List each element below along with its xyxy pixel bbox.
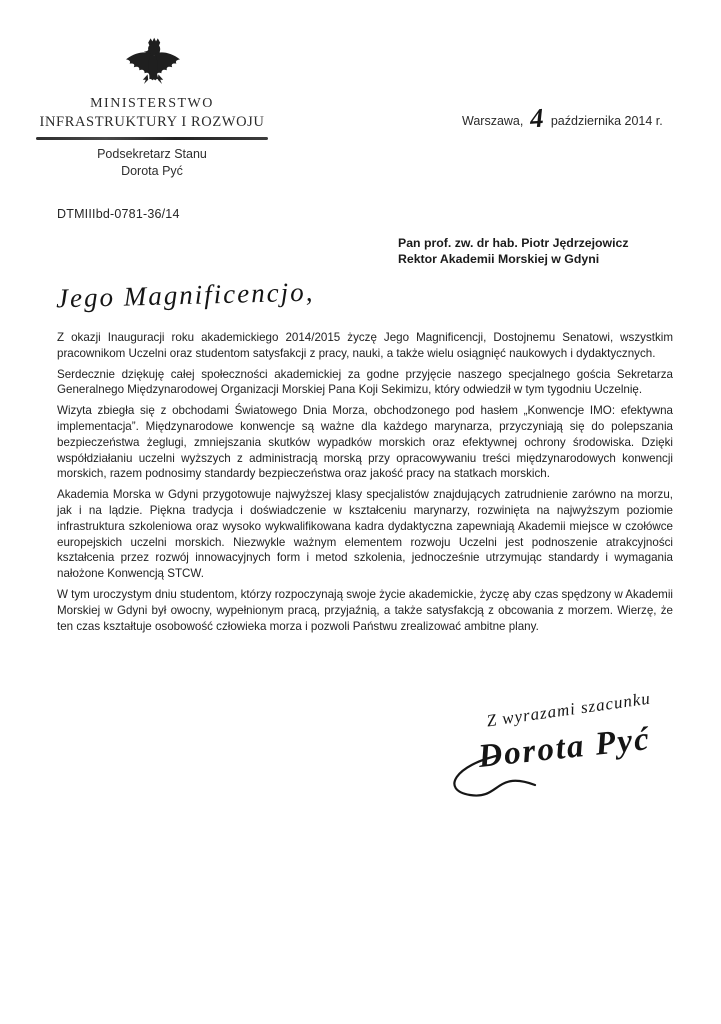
paragraph-academy-praise: Akademia Morska w Gdyni przygotowuje najwyższej klasy specjalistów znajdujących zatrudnienie zarówno na morzu, jak i na lądzie. Piękna tradycja i doświadczenie w kształceniu marynarzy, rozwinięta na najwyższym poziomie infrastruktura szkoleniowa oraz wysoko wykwalifikowana kadra dydaktyczna zapewniają Akademii miejsce w czołówce europejskich uczelni morskich. Niezwykle ważnym elementem rozwoju Uczelni jest podnoszenie atrakcyjności kształcenia przez rozwój innowacyjnych form i metod szkolenia, jednocześnie utrzymując standardy i wymagania nałożone Konwencją STCW.	[57, 488, 673, 581]
addressee-position: Rektor Akademii Morskiej w Gdyni	[398, 251, 600, 266]
paragraph-thanks: Serdecznie dziękuję całej społeczności akademickiej za godne przyjęcie naszego specjalnego gościa Sekretarza Generalnego Międzynarodowej Organizacji Morskiej Pana Koji Sekimizu, który odwiedził w tym tygodniu Uczelnię.	[57, 367, 673, 397]
ministry-name-line1: MINISTERSTWO	[90, 96, 214, 111]
reference-number: DTMIIIbd-0781-36/14	[57, 207, 180, 221]
paragraph-students: W tym uroczystym dniu studentom, którzy rozpoczynają swoje życie akademickie, życzę aby czas spędzony w Akademii Morskiej w Gdyni był owocny, wypełnionym pracą, przyjaźnią, a także satysfakcją z obcowania z morzem. Wierzę, że ten czas kształtuje osobowość człowieka morza i pozwoli Państwu zrealizować ambitne plany.	[57, 587, 673, 633]
header-divider-rule	[36, 137, 268, 140]
official-block	[30, 146, 274, 180]
dateline-handwritten-day: 4	[529, 102, 545, 134]
dateline	[462, 101, 663, 132]
official-title: Podsekretarz Stanu	[97, 147, 207, 161]
paragraph-wishes: Z okazji Inauguracji roku akademickiego 2014/2015 życzę Jego Magnificencji, Dostojnemu Senatowi, wszystkim pracownikom Uczelni oraz studentom satysfakcji z pracy, nauki, a także wielu osiągnięć naukowych i dydaktycznych.	[57, 331, 673, 360]
official-name: Dorota Pyć	[121, 164, 183, 178]
paragraph-world-maritime-day: Wizyta zbiegła się z obchodami Światowego Dnia Morza, obchodzonego pod hasłem „Konwencje IMO: efektywna implementacja”. Międzynarodowe konwencje są ważne dla każdego marynarza, przyczyniają się do polepszania bezpieczeństwa żeglugi, zmniejszania skutków wypadków morskich oraz efektywnej ochrony środowiska. Dzięki współdziałaniu uczelni wyższych z administracją morską przy opracowywaniu treści międzynarodowych konwencji morskich, razem podnosimy standardy bezpieczeństwa oraz jakość pracy na statkach morskich.	[57, 404, 673, 481]
polish-eagle-emblem-icon	[123, 36, 183, 96]
ministry-name-line2: INFRASTRUKTURY I ROZWOJU	[39, 114, 265, 130]
ministry-name-block	[30, 96, 274, 131]
dateline-city: Warszawa,	[462, 114, 524, 128]
handwritten-signature: Dorota Pyć	[476, 721, 653, 775]
handwritten-salutation: Jego Magnificencjo,	[55, 276, 315, 314]
addressee-name: Pan prof. zw. dr hab. Piotr Jędrzejowicz	[398, 236, 629, 250]
addressee-block	[398, 236, 629, 267]
handwritten-closing-phrase: Z wyrazami szacunku	[485, 688, 652, 731]
dateline-month-year: października 2014 r.	[550, 114, 663, 128]
letter-body	[57, 330, 673, 639]
